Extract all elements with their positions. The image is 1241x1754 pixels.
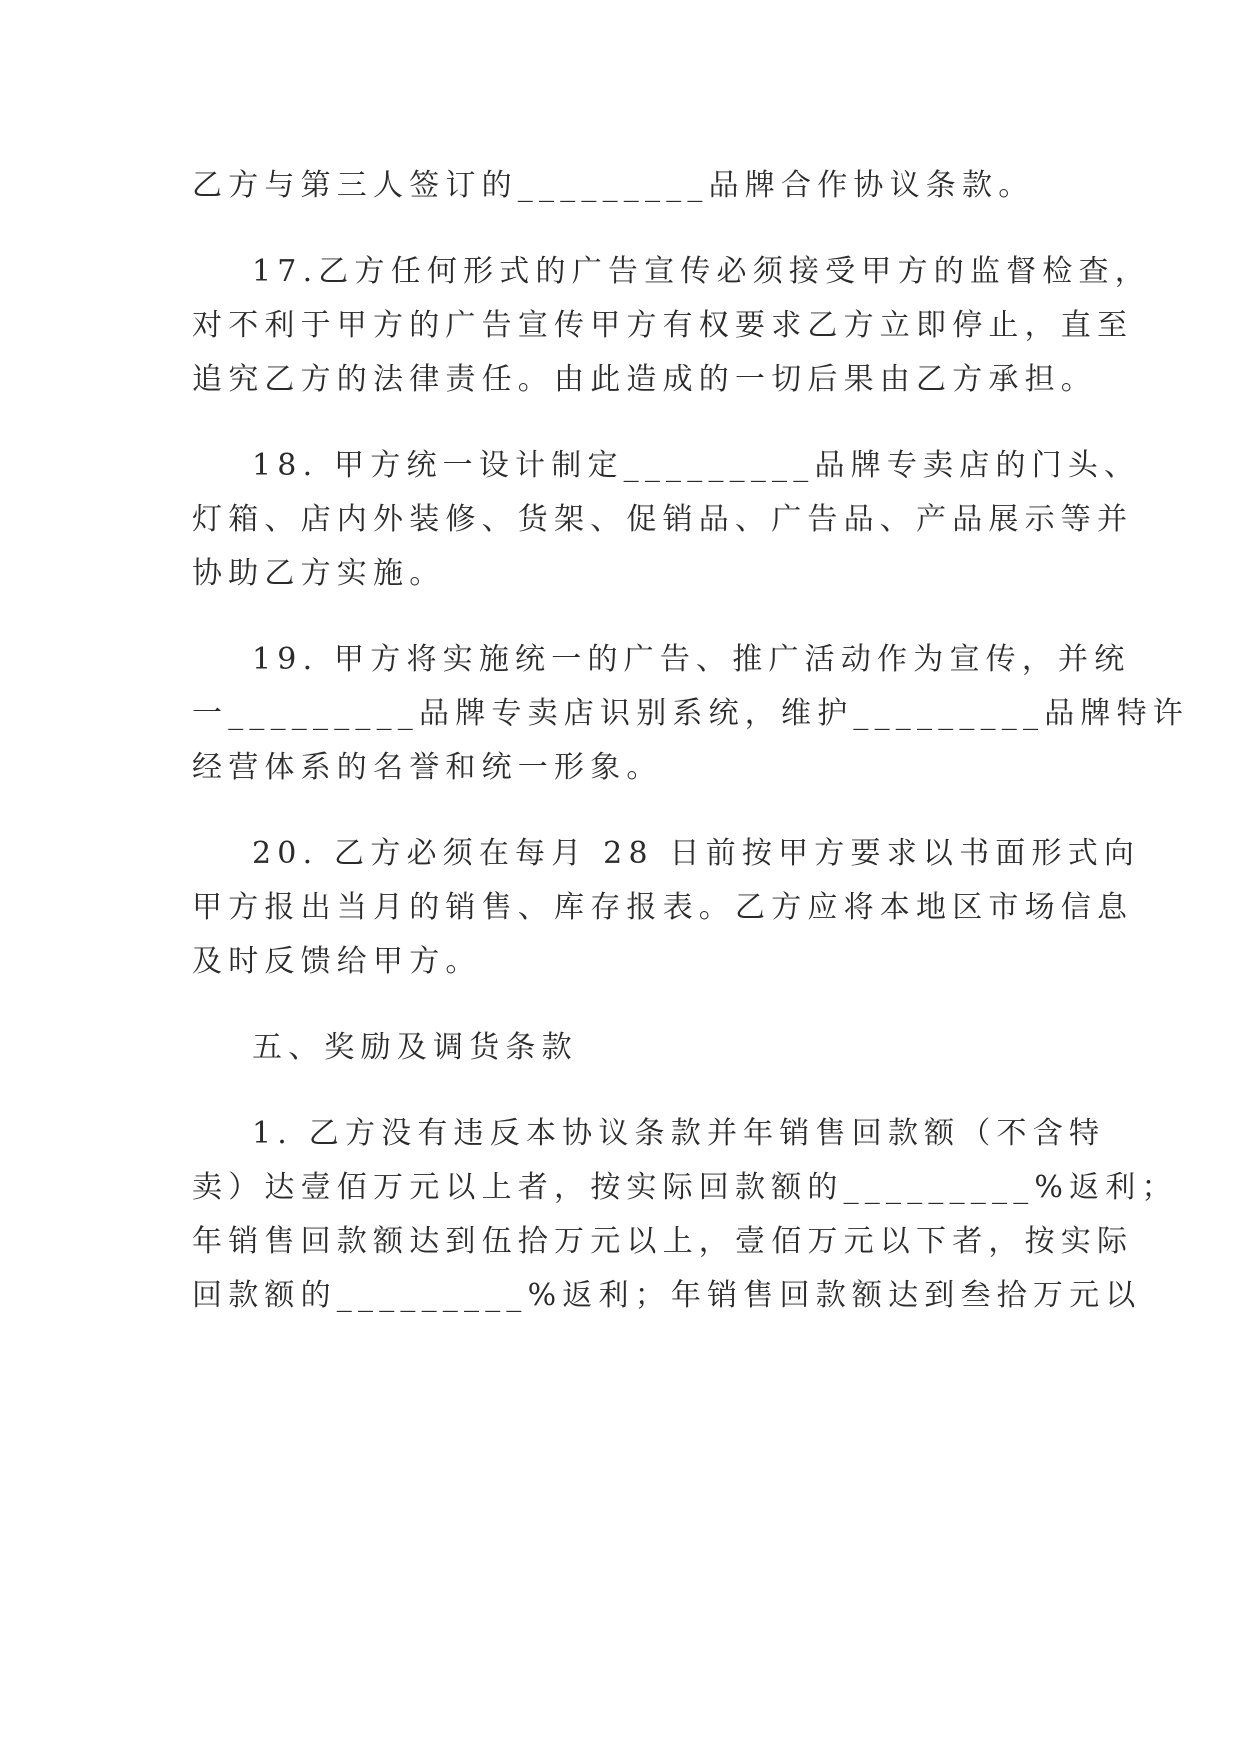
text-line: 经营体系的名誉和统一形象。 xyxy=(192,750,663,785)
clause-1-line: 1. 乙方没有违反本协议条款并年销售回款额（不含特 xyxy=(252,1116,1106,1151)
text-line: 追究乙方的法律责任。由此造成的一切后果由乙方承担。 xyxy=(192,362,1097,397)
clause-17-line: 17.乙方任何形式的广告宣传必须接受甲方的监督检查， xyxy=(252,254,1151,289)
text-line: 卖）达壹佰万元以上者，按实际回款额的_________%返利； xyxy=(192,1170,1178,1205)
text-line: 灯箱、店内外装修、货架、促销品、广告品、产品展示等并 xyxy=(192,502,1134,537)
text-line: 年销售回款额达到伍拾万元以上，壹佰万元以下者，按实际 xyxy=(192,1224,1134,1259)
text-line: 及时反馈给甲方。 xyxy=(192,944,482,979)
text-line: 协助乙方实施。 xyxy=(192,556,446,591)
text-line: 一_________品牌专卖店识别系统，维护_________品牌特许 xyxy=(192,696,1189,731)
text-line: 回款额的_________%返利；年销售回款额达到叁拾万元以 xyxy=(192,1278,1142,1313)
section-heading: 五、奖励及调货条款 xyxy=(252,1030,578,1065)
text-line: 对不利于甲方的广告宣传甲方有权要求乙方立即停止，直至 xyxy=(192,308,1134,343)
text-line: 乙方与第三人签订的_________品牌合作协议条款。 xyxy=(192,168,1035,203)
clause-19-line: 19. 甲方将实施统一的广告、推广活动作为宣传，并统 xyxy=(252,642,1131,677)
clause-18-line: 18. 甲方统一设计制定_________品牌专卖店的门头、 xyxy=(252,448,1141,483)
text-line: 甲方报出当月的销售、库存报表。乙方应将本地区市场信息 xyxy=(192,890,1134,925)
clause-20-line: 20. 乙方必须在每月 28 日前按甲方要求以书面形式向 xyxy=(252,836,1141,871)
